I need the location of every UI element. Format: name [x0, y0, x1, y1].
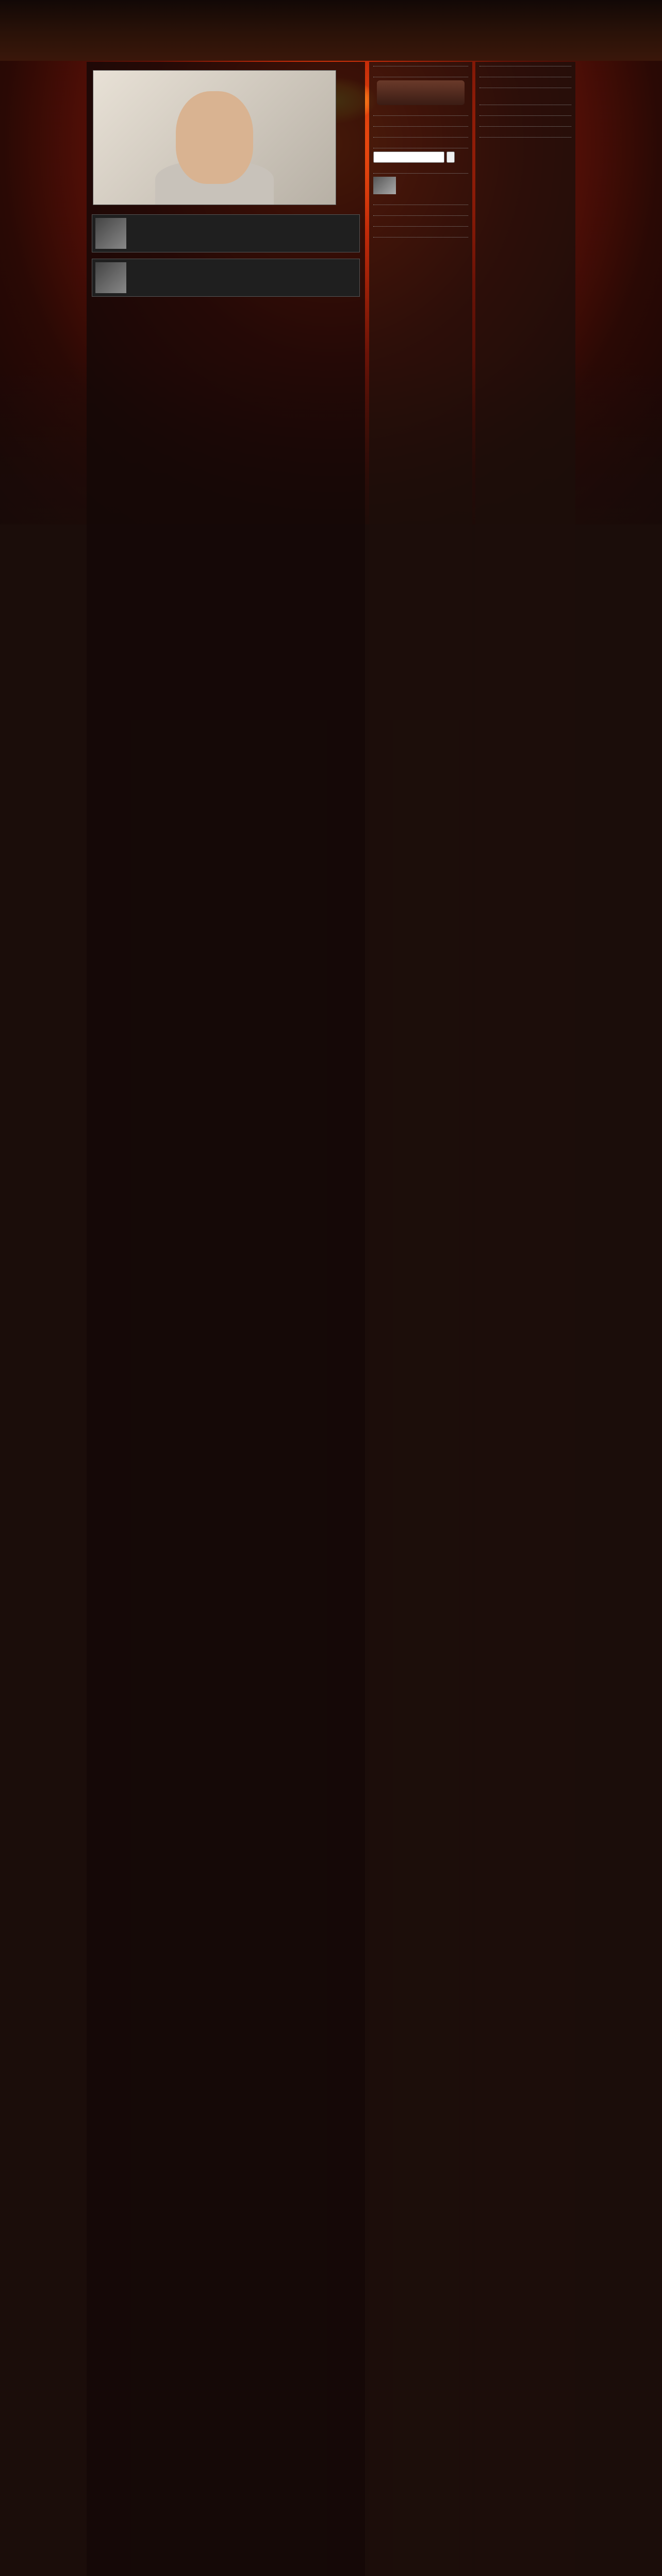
new-antenna-box [373, 222, 468, 227]
antenna-heading [373, 200, 468, 205]
category-heading [373, 133, 468, 138]
kenka-heading [373, 211, 468, 216]
sidebar-left [369, 62, 472, 2576]
links-box [373, 111, 468, 116]
search-row [373, 151, 468, 163]
new-antenna-heading [373, 222, 468, 227]
sidebar-right [475, 62, 575, 2576]
ranking-box [479, 62, 571, 66]
bottom-antenna-box [479, 133, 571, 138]
rss-heading [479, 111, 571, 116]
admin-box [373, 73, 468, 105]
category-box [373, 133, 468, 138]
comments-box [479, 73, 571, 77]
search-box [373, 144, 468, 163]
profile-box [373, 169, 468, 194]
antenna3-heading [479, 122, 571, 127]
related-card-thumb [95, 262, 126, 293]
antenna-box [373, 200, 468, 205]
antenna2-heading [479, 100, 571, 105]
search-button[interactable] [446, 151, 455, 163]
related-card-thumb [95, 218, 126, 249]
headline-heading [373, 233, 468, 238]
rss-box [479, 111, 571, 116]
antenna3-box [479, 122, 571, 127]
about-box [373, 62, 468, 66]
about-heading [373, 62, 468, 66]
links-heading [373, 111, 468, 116]
antenna2-box [479, 100, 571, 105]
main-column [87, 62, 365, 2576]
site-header [0, 0, 662, 61]
admin-heading [373, 73, 468, 77]
related-card[interactable] [92, 259, 360, 297]
bottom-antenna-heading [479, 133, 571, 138]
richdreamtube-banner[interactable] [377, 80, 465, 105]
recent-box [373, 122, 468, 127]
comments-heading [479, 73, 571, 77]
kenka-box [373, 211, 468, 216]
related-card[interactable] [92, 214, 360, 252]
search-heading [373, 144, 468, 148]
profile-row [373, 177, 468, 194]
ranking-heading [479, 62, 571, 66]
hero-face [176, 91, 253, 184]
recent-heading [373, 122, 468, 127]
headline-box [373, 233, 468, 238]
archive-heading [479, 83, 571, 88]
entry-hero-image[interactable] [93, 70, 336, 205]
archive-box [479, 83, 571, 88]
search-input[interactable] [373, 151, 444, 163]
profile-heading [373, 169, 468, 174]
profile-avatar [373, 177, 396, 194]
